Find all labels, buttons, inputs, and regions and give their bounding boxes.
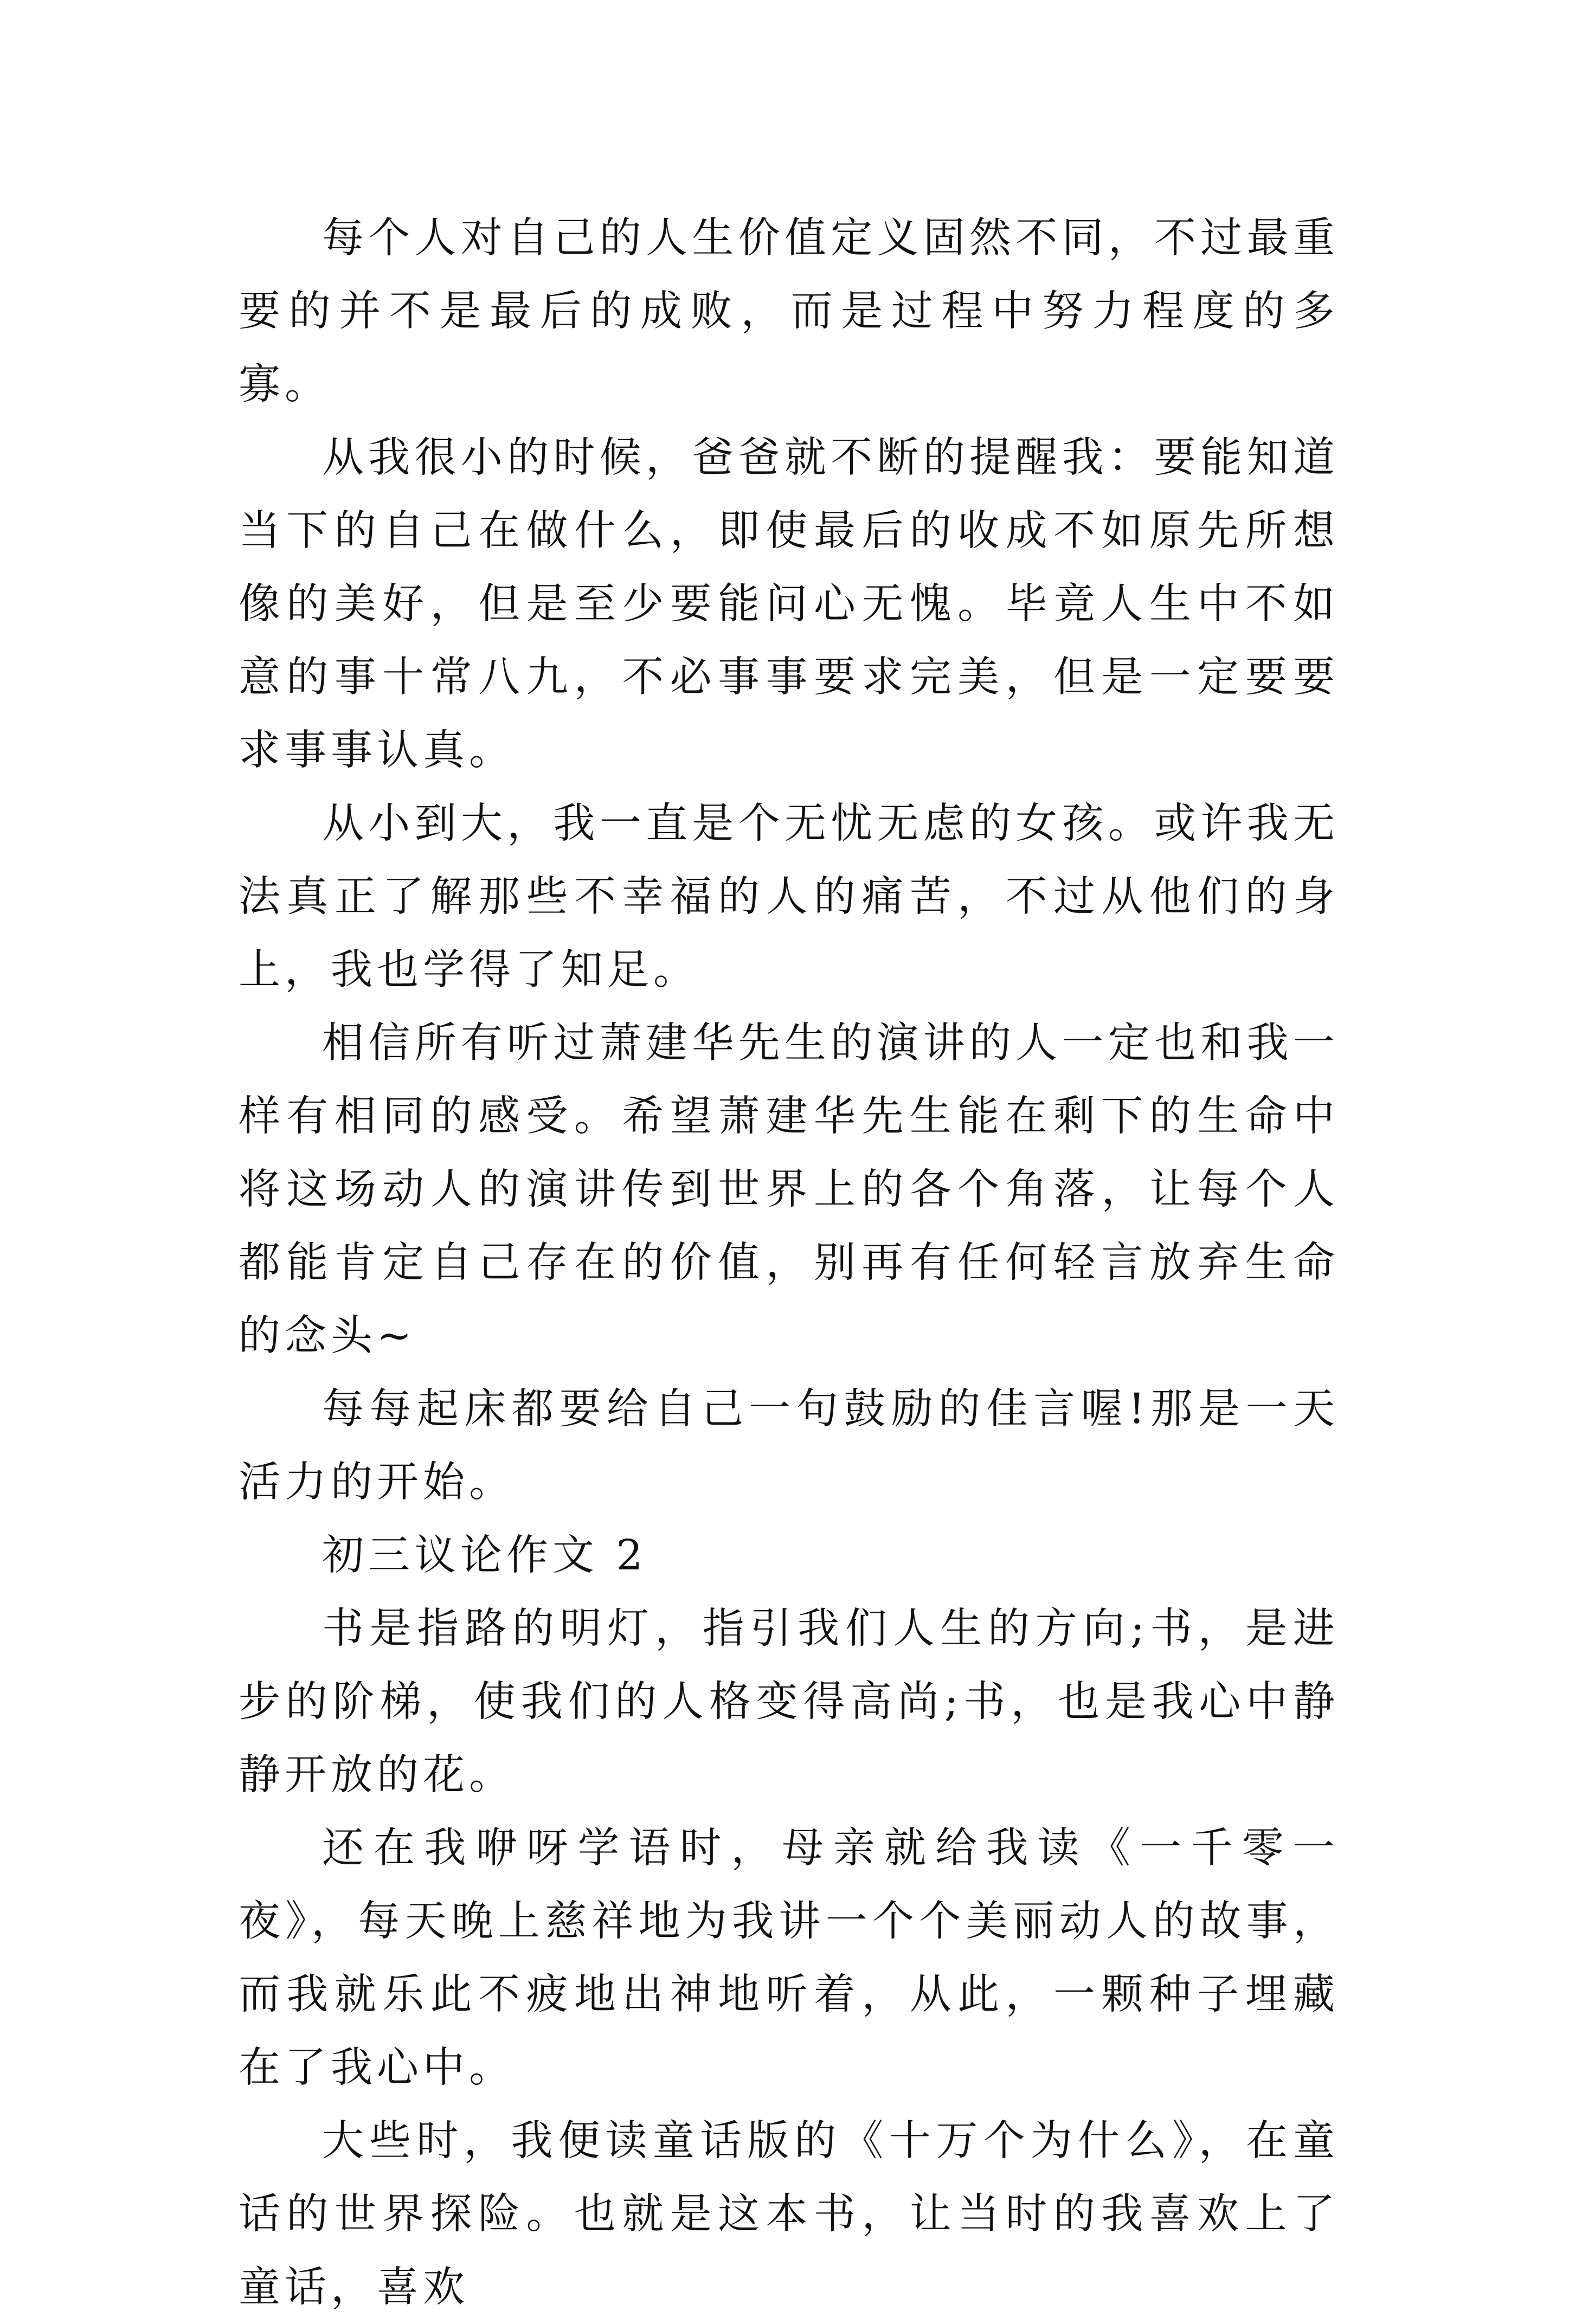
- paragraph-morning-motto: 每每起床都要给自己一句鼓励的佳言喔!那是一天活力的开始。: [239, 1385, 1339, 1507]
- section-heading: 初三议论作文 2: [322, 1531, 647, 1580]
- paragraph-fairy-tales: 大些时，我便读童话版的《十万个为什么》，在童话的世界探险。也就是这本书，让当时的我喜欢上了童话，喜欢: [239, 2117, 1339, 2312]
- document-body: [239, 202, 1339, 2324]
- paragraph-father-advice: 从我很小的时候，爸爸就不断的提醒我：要能知道当下的自己在做什么，即使最后的收成不如原先所想像的美好，但是至少要能问心无愧。毕竟人生中不如意的事十常八九，不必事事要求完美，但是一定要要求事事认真。: [239, 434, 1339, 775]
- paragraph-speech-feeling: 相信所有听过萧建华先生的演讲的人一定也和我一样有相同的感受。希望萧建华先生能在剩下的生命中将这场动人的演讲传到世界上的各个角落，让每个人都能肯定自己存在的价值，别再有任何轻言放弃生命的念头~: [239, 1019, 1339, 1360]
- paragraph-carefree-girl: 从小到大，我一直是个无忧无虑的女孩。或许我无法真正了解那些不幸福的人的痛苦，不过从他们的身上，我也学得了知足。: [239, 800, 1339, 994]
- paragraph-mother-reading: 还在我咿呀学语时，母亲就给我读《一千零一夜》，每天晚上慈祥地为我讲一个个美丽动人的故事，而我就乐此不疲地出神地听着，从此，一颗种子埋藏在了我心中。: [239, 1824, 1339, 2092]
- paragraph-life-value: 每个人对自己的人生价值定义固然不同，不过最重要的并不是最后的成败，而是过程中努力程度的多寡。: [239, 214, 1339, 409]
- paragraph-books-lamp: 书是指路的明灯，指引我们人生的方向;书，是进步的阶梯，使我们的人格变得高尚;书，也是我心中静静开放的花。: [239, 1605, 1339, 1799]
